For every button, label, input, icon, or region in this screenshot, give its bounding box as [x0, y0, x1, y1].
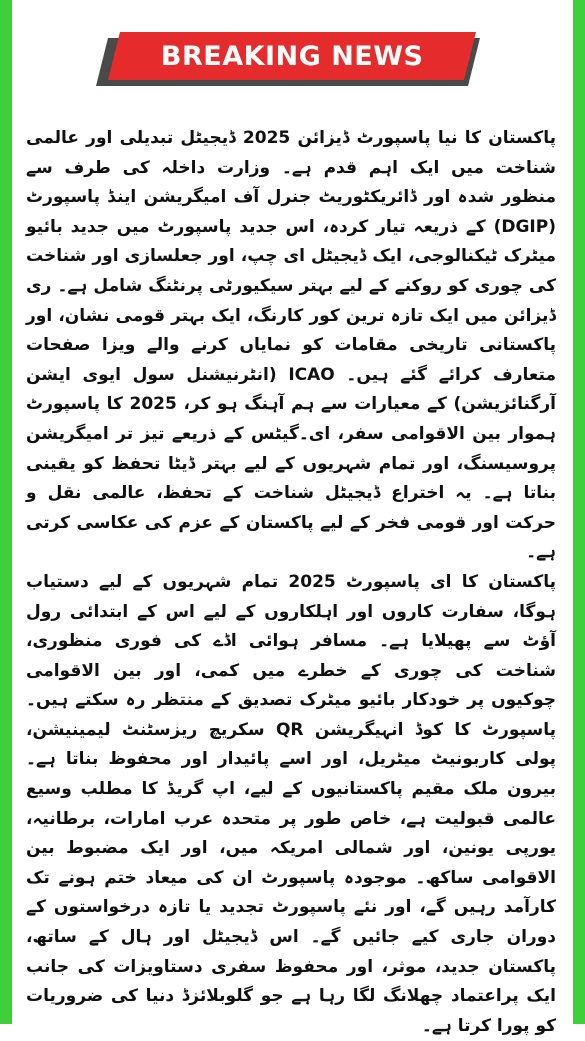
article-body	[26, 124, 556, 1036]
article-paragraph-2: پاکستان کا ای پاسپورٹ 2025 تمام شہریوں کے لیے دستیاب ہوگا، سفارت کاروں اور اہلکاروں کے لیے اس کے ابتدائی رول آؤٹ سے پھیلایا ہے۔ مسافر ہوائی اڈے کی فوری منظوری، شناخت کی چوری کے خطرے میں کمی، اور بین الاقوامی چوکیوں پر خودکار بائیو میٹرک تصدیق کے منتظر رہ سکتے ہیں۔ پاسپورٹ کا کوڈ انہیگریشن QR سکریچ ریزسٹنٹ لیمینیشن، پولی کاربونیٹ میٹریل، اور اسے پائیدار اور محفوظ بناتا ہے۔ بیرون ملک مقیم پاکستانیوں کے لیے، اپ گریڈ کا مطلب وسیع عالمی قبولیت ہے، خاص طور پر متحدہ عرب امارات، برطانیہ، یورپی یونین، اور شمالی امریکہ میں، اور ایک مضبوط بین الاقوامی ساکھ۔ موجودہ پاسپورٹ ان کی میعاد ختم ہونے تک کارآمد رہیں گے، اور نئے پاسپورٹ تجدید یا تازہ درخواستوں کے دوران جاری کیے جائیں گے۔ اس ڈیجیٹل اور ہال کے ساتھ، پاکستان جدید، موثر، اور محفوظ سفری دستاویزات کی جانب ایک پراعتماد چھلانگ لگا رہا ہے جو گلوبلائزڈ دنیا کی ضروریات کو پورا کرتا ہے۔	[26, 571, 556, 1036]
banner-title: BREAKING NEWS	[160, 40, 424, 72]
right-green-border	[573, 0, 585, 1024]
banner-ribbon	[108, 32, 476, 80]
left-green-border	[0, 0, 12, 1024]
breaking-news-banner	[92, 28, 492, 94]
article-paragraph-1: پاکستان کا نیا پاسپورٹ ڈیزائن 2025 ڈیجیٹل تبدیلی اور عالمی شناخت میں ایک اہم قدم ہے۔ وزارت داخلہ کی طرف سے منظور شدہ اور ڈائریکٹوریٹ جنرل آف امیگریشن اینڈ پاسپورٹ (DGIP) کے ذریعہ تیار کردہ، اس جدید پاسپورٹ میں جدید بائیو میٹرک ٹیکنالوجی، ایک ڈیجیٹل ای چپ، اور جعلسازی اور شناخت کی چوری کو روکنے کے لیے بہتر سیکیورٹی پرنٹنگ شامل ہے۔ ری ڈیزائن میں ایک تازہ ترین کور کارنگ، ایک بہتر قومی نشان، اور پاکستانی تاریخی مقامات کو نمایاں کرنے والے ویزا صفحات متعارف کرائے گئے ہیں۔ ICAO (انٹرنیشنل سول ایوی ایشن آرگنائزیشن) کے معیارات سے ہم آہنگ ہو کر، 2025 کا پاسپورٹ ہموار بین الاقوامی سفر، ای۔گیٹس کے ذریعے تیز تر امیگریشن پروسیسنگ، اور تمام شہریوں کے لیے بہتر ڈیٹا تحفظ کو یقینی بناتا ہے۔ یہ اختراع ڈیجیٹل شناخت کے تحفظ، عالمی نقل و حرکت اور قومی فخر کے لیے پاکستان کے عزم کی عکاسی کرتی ہے۔	[26, 128, 556, 563]
